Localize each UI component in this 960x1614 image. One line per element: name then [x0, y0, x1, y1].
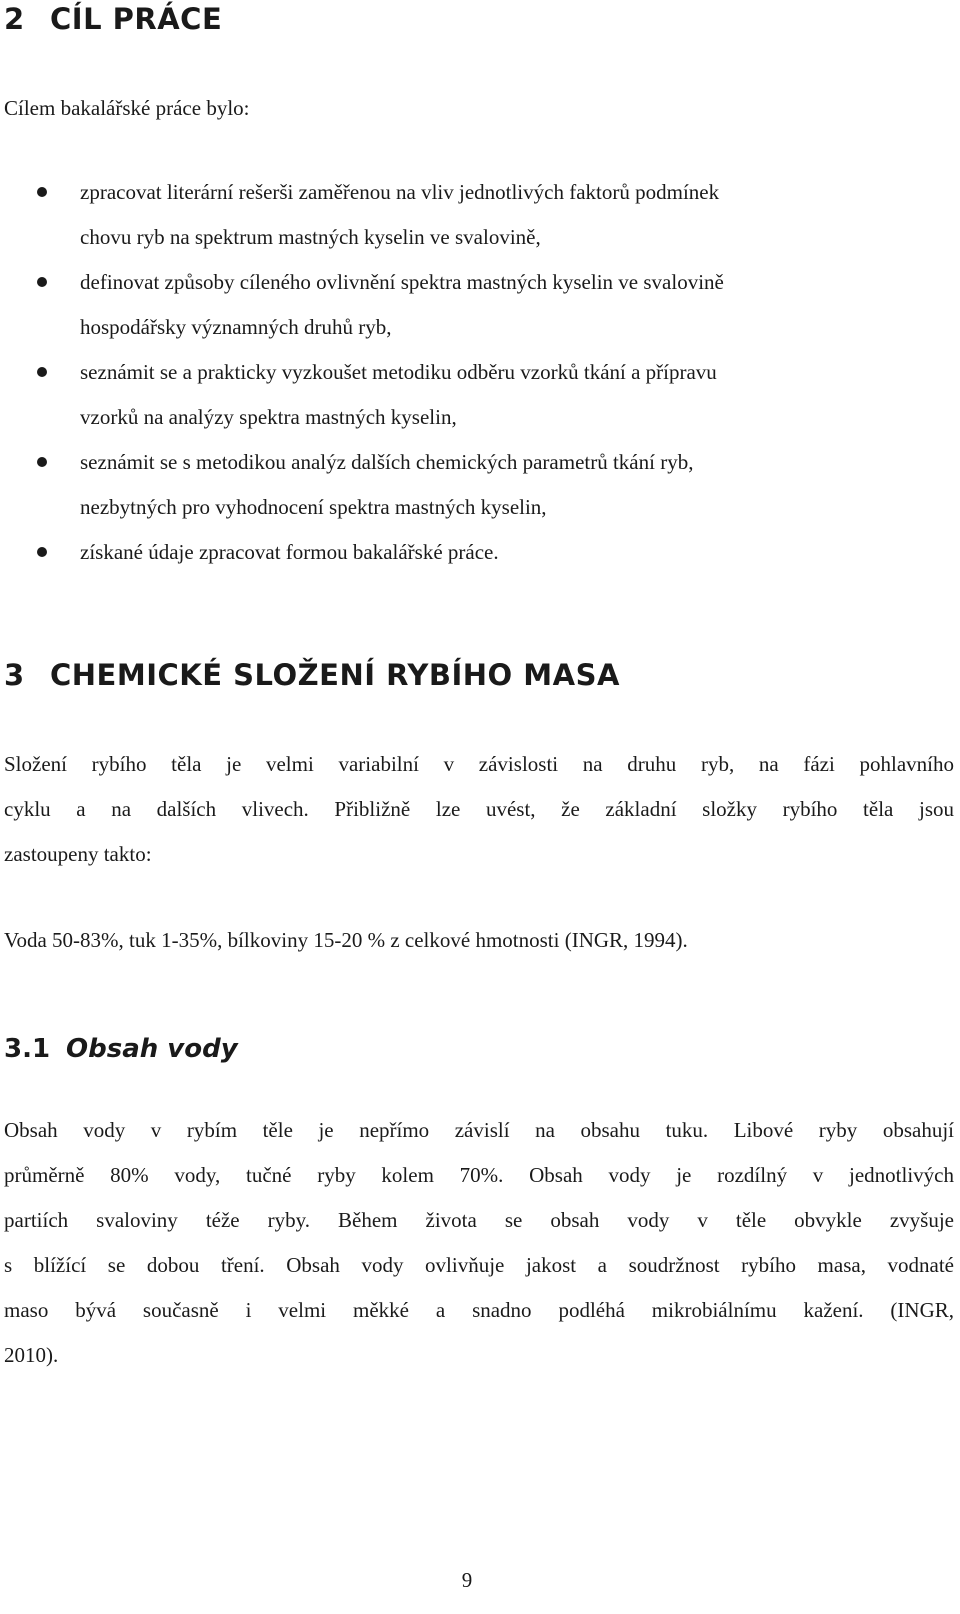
paragraph-line: Složení rybího těla je velmi variabilní v závislosti na druhu ryb, na fázi pohlavního — [4, 752, 954, 776]
bullet-icon — [37, 187, 47, 197]
composition-paragraph: Voda 50-83%, tuk 1-35%, bílkoviny 15-20 % z celkové hmotnosti (INGR, 1994). — [4, 928, 688, 952]
goals-list — [0, 170, 960, 575]
section-2-intro: Cílem bakalářské práce bylo: — [4, 96, 250, 120]
section-3-paragraph — [4, 742, 954, 877]
list-item — [0, 440, 960, 530]
paragraph-line: 2010). — [4, 1343, 59, 1367]
section-2-heading — [4, 2, 222, 36]
section-2-title: CÍL PRÁCE — [50, 2, 223, 36]
list-item-line: hospodářsky významných druhů ryb, — [80, 315, 392, 339]
list-item — [0, 530, 960, 575]
paragraph-line: partiích svaloviny téže ryby. Během života se obsah vody v těle obvykle zvyšuje — [4, 1208, 954, 1232]
section-3-title: CHEMICKÉ SLOŽENÍ RYBÍHO MASA — [50, 658, 620, 692]
section-3-number: 3 — [4, 658, 25, 692]
section-3-1-heading — [4, 1034, 238, 1064]
list-item-line: zpracovat literární rešerši zaměřenou na vliv jednotlivých faktorů podmínek — [80, 180, 720, 204]
list-item — [0, 350, 960, 440]
list-item-line: nezbytných pro vyhodnocení spektra mastných kyselin, — [80, 495, 547, 519]
section-3-heading — [4, 658, 620, 692]
list-item — [0, 260, 960, 350]
paragraph-line: Obsah vody v rybím těle je nepřímo závislí na obsahu tuku. Libové ryby obsahují — [4, 1118, 954, 1142]
bullet-icon — [37, 547, 47, 557]
paragraph-line: s blížící se dobou tření. Obsah vody ovlivňuje jakost a soudržnost rybího masa, vodnaté — [4, 1253, 954, 1277]
section-3-1-title: Obsah vody — [66, 1034, 238, 1064]
list-item-line: chovu ryb na spektrum mastných kyselin ve svalovině, — [80, 225, 541, 249]
list-item-line: seznámit se a prakticky vyzkoušet metodiku odběru vzorků tkání a přípravu — [80, 360, 717, 384]
list-item-line: seznámit se s metodikou analýz dalších chemických parametrů tkání ryb, — [80, 450, 694, 474]
paragraph-line: průměrně 80% vody, tučné ryby kolem 70%. Obsah vody je rozdílný v jednotlivých — [4, 1163, 954, 1187]
page-number: 9 — [461, 1568, 473, 1592]
section-2-number: 2 — [4, 2, 25, 36]
section-3-1-paragraph — [4, 1108, 954, 1378]
paragraph-line: cyklu a na dalších vlivech. Přibližně lze uvést, že základní složky rybího těla jsou — [4, 797, 954, 821]
bullet-icon — [37, 277, 47, 287]
section-3-1-number: 3.1 — [4, 1034, 51, 1064]
list-item-line: získané údaje zpracovat formou bakalářské práce. — [80, 540, 499, 564]
list-item-line: definovat způsoby cíleného ovlivnění spektra mastných kyselin ve svalovině — [80, 270, 724, 294]
paragraph-line: maso bývá současně i velmi měkké a snadno podléhá mikrobiálnímu kažení. (INGR, — [4, 1298, 954, 1322]
paragraph-line: zastoupeny takto: — [4, 842, 152, 866]
bullet-icon — [37, 367, 47, 377]
list-item-line: vzorků na analýzy spektra mastných kyselin, — [80, 405, 457, 429]
list-item — [0, 170, 960, 260]
bullet-icon — [37, 457, 47, 467]
